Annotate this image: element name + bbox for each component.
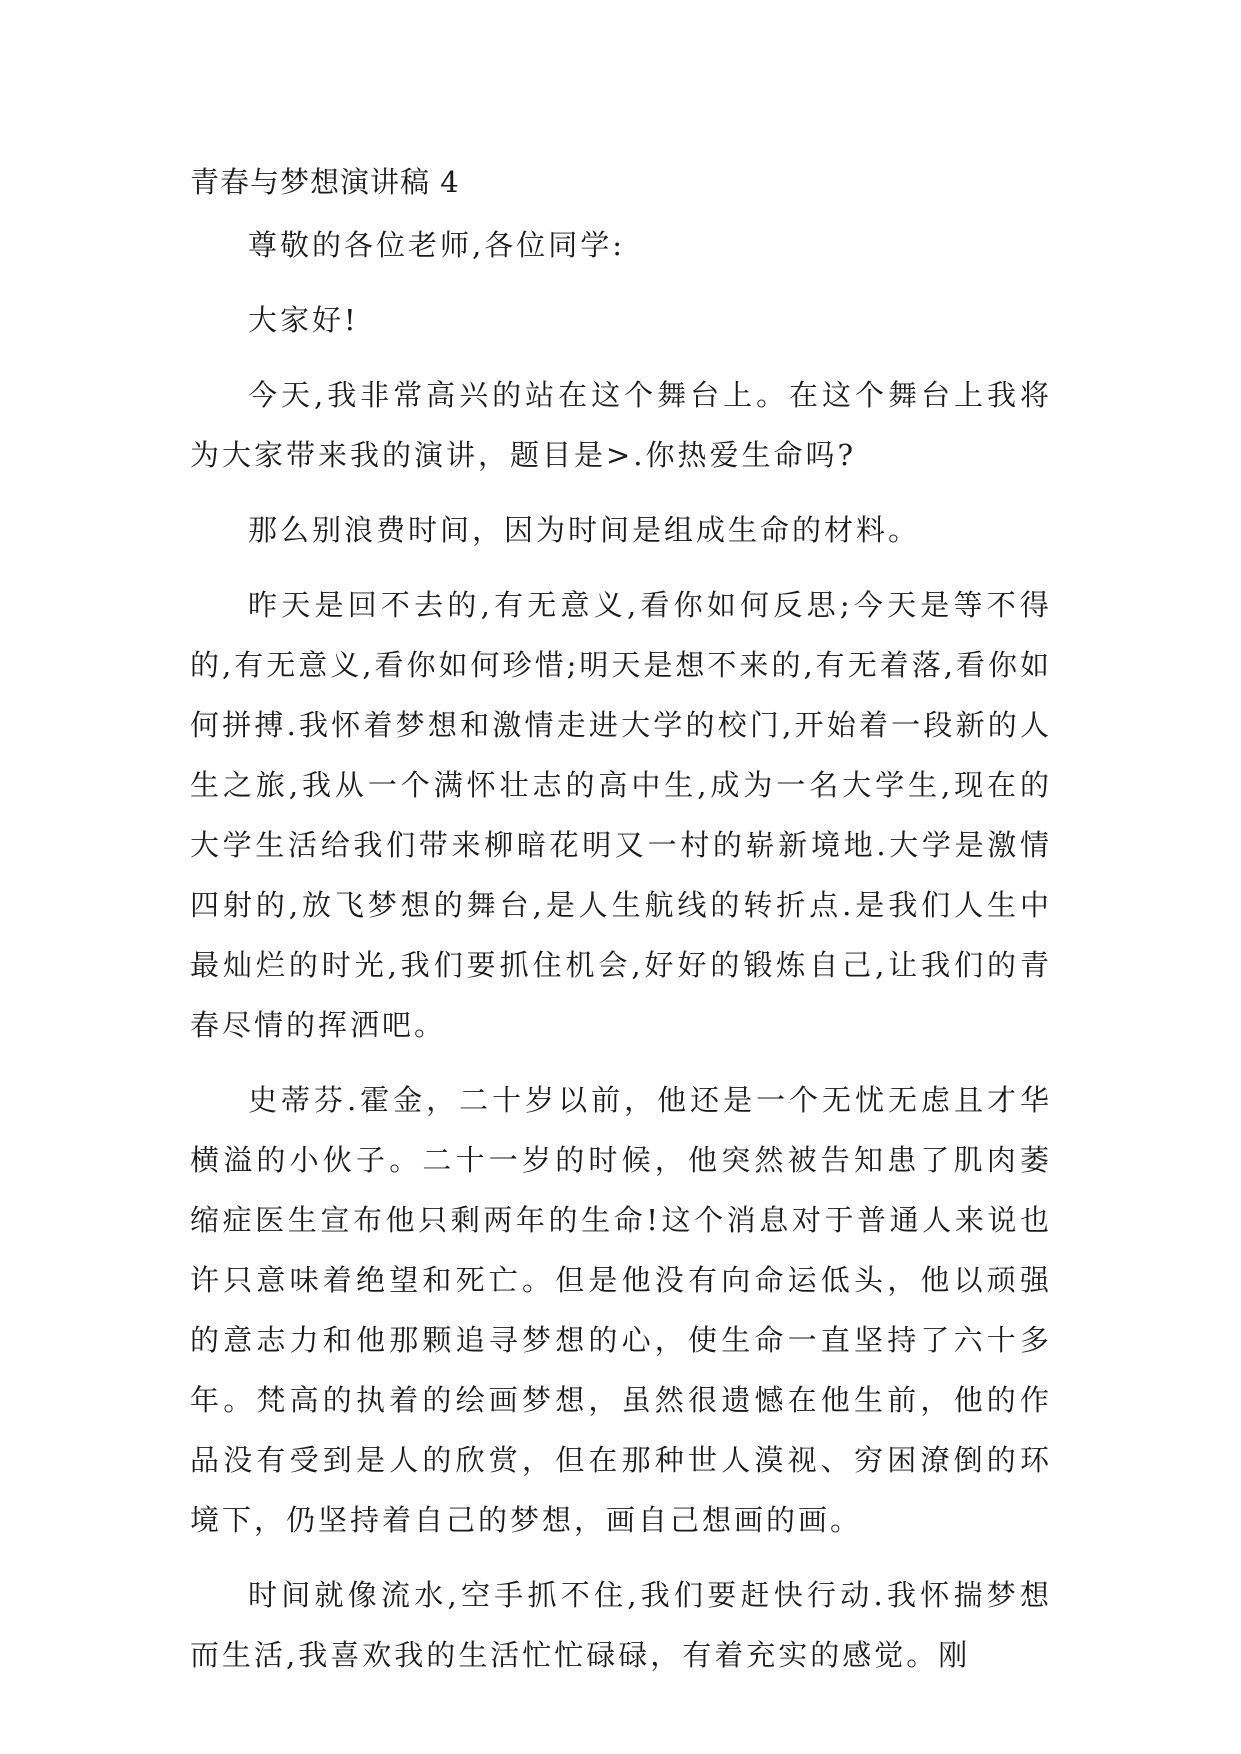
paragraph-action: 时间就像流水,空手抓不住,我们要赶快行动.我怀揣梦想而生活,我喜欢我的生活忙忙碌碌，有着充实的感觉。刚 — [190, 1578, 1052, 1672]
paragraph-hello: 大家好! — [248, 303, 359, 337]
paragraph-greeting: 尊敬的各位老师,各位同学: — [248, 228, 625, 262]
document-title: 青春与梦想演讲稿 4 — [190, 165, 460, 199]
paragraph-time: 那么别浪费时间，因为时间是组成生命的材料。 — [248, 513, 921, 547]
paragraph-intro: 今天,我非常高兴的站在这个舞台上。在这个舞台上我将为大家带来我的演讲，题目是>.你热爱生命吗? — [190, 378, 1052, 472]
paragraph-hawking: 史蒂芬.霍金，二十岁以前，他还是一个无忧无虑且才华横溢的小伙子。二十一岁的时候，他突然被告知患了肌肉萎缩症医生宣布他只剩两年的生命!这个消息对于普通人来说也许只意味着绝望和死亡。但是他没有向命运低头，他以顽强的意志力和他那颗追寻梦想的心，使生命一直坚持了六十多年。梵高的执着的绘画梦想，虽然很遗憾在他生前，他的作品没有受到是人的欣赏，但在那种世人漠视、穷困潦倒的环境下，仍坚持着自己的梦想，画自己想画的画。 — [190, 1083, 1052, 1537]
paragraph-yesterday: 昨天是回不去的,有无意义,看你如何反思;今天是等不得的,有无意义,看你如何珍惜;明天是想不来的,有无着落,看你如何拼搏.我怀着梦想和激情走进大学的校门,开始着一段新的人生之旅,我从一个满怀壮志的高中生,成为一名大学生,现在的大学生活给我们带来柳暗花明又一村的崭新境地.大学是激情四射的,放飞梦想的舞台,是人生航线的转折点.是我们人生中最灿烂的时光,我们要抓住机会,好好的锻炼自己,让我们的青春尽情的挥洒吧。 — [190, 588, 1052, 1042]
document-body — [190, 215, 1052, 1700]
